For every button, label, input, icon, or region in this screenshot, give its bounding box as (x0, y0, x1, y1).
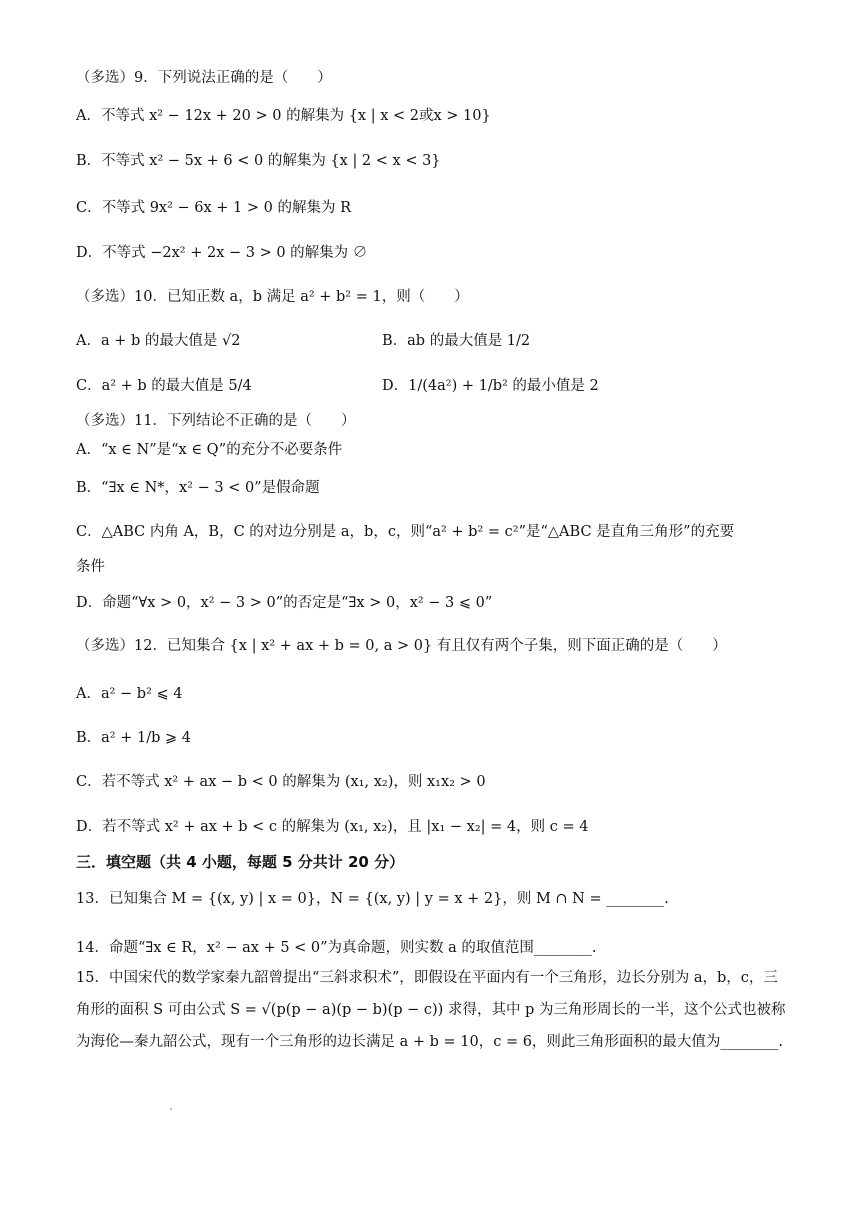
question-12-option-a: A．a² − b² ⩽ 4 (76, 686, 183, 702)
question-15: 15．中国宋代的数学家秦九韶曾提出“三斜求积术”，即假设在平面内有一个三角形，边长分别为 a，b，c，三角形的面积 S 可由公式 S = √(p(p − a)(p − b)(p − c)) 求得，其中 p 为三角形周长的一半，这个公式也被称为海伦—秦九韶公式，现有一个三角形的边长满足 a + b = 10，c = 6，则此三角形面积的最大值为________. (76, 970, 786, 1050)
question-9-option-c: C．不等式 9x² − 6x + 1 > 0 的解集为 R (76, 200, 352, 216)
question-10-option-a: A．a + b 的最大值是 √2 (76, 333, 241, 349)
question-10-stem: （多选）10．已知正数 a，b 满足 a² + b² = 1，则（ ） (76, 289, 469, 305)
question-9-stem: （多选）9．下列说法正确的是（ ） (76, 70, 332, 86)
question-11-stem: （多选）11．下列结论不正确的是（ ） (76, 413, 356, 429)
question-11-option-d: D．命题“∀x > 0，x² − 3 > 0”的否定是“∃x > 0，x² − 3 ⩽ 0” (76, 595, 493, 611)
question-12-option-c: C．若不等式 x² + ax − b < 0 的解集为 (x₁, x₂)，则 x₁x₂ > 0 (76, 774, 486, 790)
question-12-stem: （多选）12．已知集合 {x | x² + ax + b = 0, a > 0} 有且仅有两个子集，则下面正确的是（ ） (76, 638, 727, 654)
question-14: 14．命题“∃x ∈ R，x² − ax + 5 < 0”为真命题，则实数 a 的取值范围________. (76, 940, 597, 956)
question-11-option-c-cont: 条件 (76, 559, 105, 575)
question-10-option-d: D．1/(4a²) + 1/b² 的最小值是 2 (382, 378, 599, 394)
question-9-option-d: D．不等式 −2x² + 2x − 3 > 0 的解集为 ∅ (76, 245, 368, 261)
question-9-option-b: B．不等式 x² − 5x + 6 < 0 的解集为 {x | 2 < x < 3} (76, 153, 441, 169)
question-10-option-c: C．a² + b 的最大值是 5/4 (76, 378, 252, 394)
question-13: 13．已知集合 M = {(x, y) | x = 0}，N = {(x, y) | y = x + 2}，则 M ∩ N = ________. (76, 891, 669, 907)
question-11-option-c: C．△ABC 内角 A，B，C 的对边分别是 a，b，c，则“a² + b² = c²”是“△ABC 是直角三角形”的充要 (76, 524, 735, 540)
question-11-option-a: A．“x ∈ N”是“x ∈ Q”的充分不必要条件 (76, 442, 343, 458)
question-12-option-b: B．a² + 1/b ⩾ 4 (76, 730, 191, 746)
question-9-option-a: A．不等式 x² − 12x + 20 > 0 的解集为 {x | x < 2或x > 10} (76, 108, 491, 124)
section-3-heading: 三．填空题（共 4 小题，每题 5 分共计 20 分） (76, 853, 405, 871)
question-11-option-b: B．“∃x ∈ N*，x² − 3 < 0”是假命题 (76, 480, 320, 496)
stray-dot (170, 1108, 172, 1110)
question-10-option-b: B．ab 的最大值是 1/2 (382, 333, 531, 349)
question-12-option-d: D．若不等式 x² + ax + b < c 的解集为 (x₁, x₂)，且 |x₁ − x₂| = 4，则 c = 4 (76, 819, 589, 835)
